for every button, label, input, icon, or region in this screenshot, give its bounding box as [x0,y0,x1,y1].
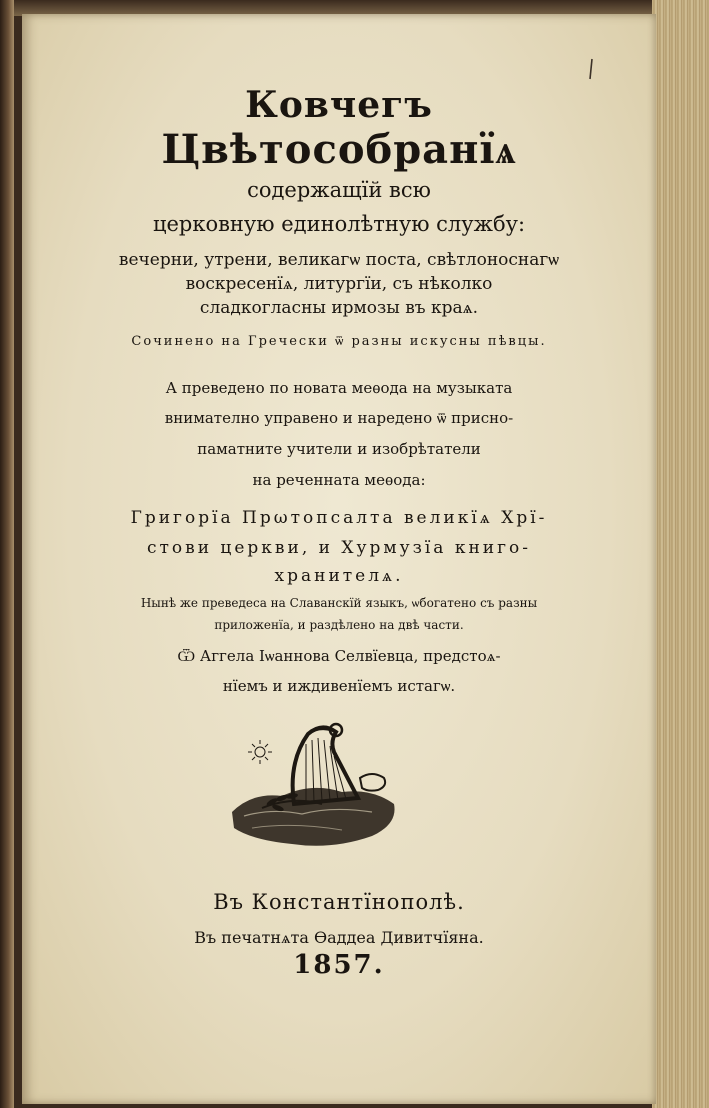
subtitle-line-2: церковную единолѣтную службу: [152,212,526,236]
publisher-line-1: Ѿ Аггела Іѡаннова Селвїевца, предстоѧ- [177,647,501,665]
translation-line-4: на реченната меѳода: [252,471,426,489]
origin-line: Сочинено на Гречески ѿ разны искусны пѣвцы. [131,334,547,349]
printer-line: Въ печатнѧта Ѳаддеа Дивитчїяна. [194,928,484,947]
contents-line-1: вечерни, утрени, великагѡ поста, свѣтлоноснагѡ [118,250,560,270]
slavonic-line-1: Нынѣ же преведеса на Славанскїй языкъ, ѡбогатено съ разны [140,596,538,610]
place-line: Въ Константїнополѣ. [213,890,465,914]
subtitle-line-1: содержащїй всю [247,178,431,202]
year-line: 1857. [293,950,385,980]
authors-line-3: хранителѧ. [274,566,404,586]
book-binding-left [0,0,14,1108]
title-page [22,14,656,1104]
translation-line-3: паматните учители и изобрѣтатели [197,440,481,458]
authors-line-2: стови церкви, и Хурмузїа книго- [146,538,532,558]
publisher-line-2: нїемъ и иждивенїемъ истагѡ. [222,677,456,695]
pencil-mark [588,58,594,80]
translation-line-1: А преведено по новата меѳода на музыката [165,379,513,397]
authors-line-1: Григорїа Прωтопсалта великїѧ Хрї- [130,508,548,528]
title-line-2: Цвѣтособранїѧ [161,126,517,173]
slavonic-line-2: приложенїа, и раздѣлено на двѣ части. [214,618,464,632]
title-line-1: Ковчегъ [245,84,433,126]
contents-line-3: сладкогласны ирмозы въ краѧ. [199,298,479,318]
page-edges-right [652,0,709,1108]
contents-line-2: воскресенїѧ, литургїи, съ нѣколко [185,274,493,294]
translation-line-2: внимателно управено и наредено ѿ присно- [164,409,514,427]
harp-vignette-icon [222,712,402,852]
